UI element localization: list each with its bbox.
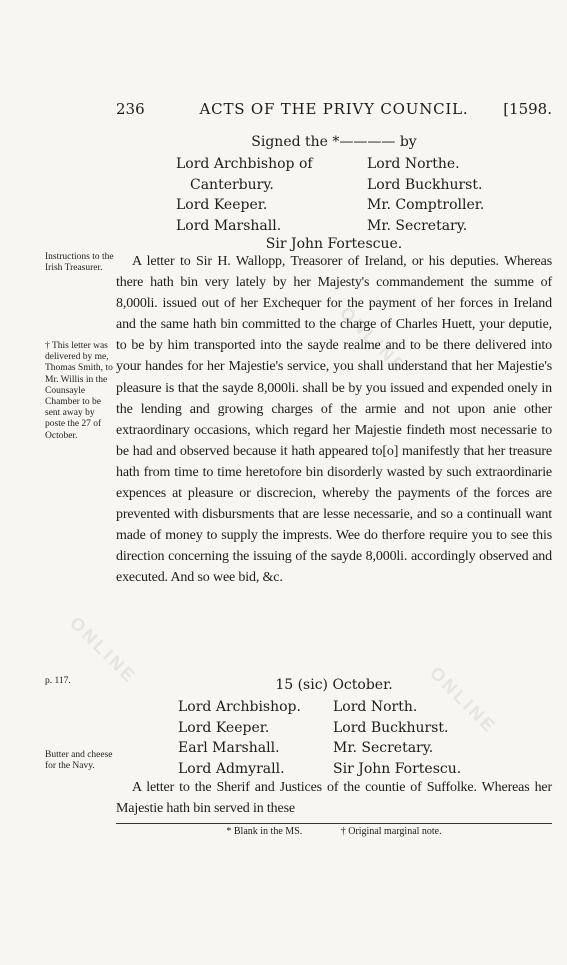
signatories-left-column (176, 154, 313, 236)
signatory: Lord Buckhurst. (367, 176, 483, 193)
signed-line: Signed the *———— by (251, 134, 417, 150)
signatory: Sir John Fortescu. (333, 760, 462, 777)
signatory: Lord Keeper. (176, 197, 268, 213)
signatory: Lord Northe. (367, 156, 460, 172)
signatory: Earl Marshall. (178, 740, 280, 756)
watermark: ONLINE (65, 612, 141, 688)
running-title: ACTS OF THE PRIVY COUNCIL. (199, 100, 469, 118)
signatories-right-column (333, 697, 461, 779)
signatory: Canterbury. (190, 176, 274, 193)
signatory: Lord Buckhurst. (333, 719, 449, 736)
signatories-left-column (178, 697, 301, 779)
signatories-right-column (367, 154, 484, 236)
signatory: Mr. Secretary. (333, 740, 434, 756)
footnotes (116, 826, 552, 837)
year-marker: [1598. (503, 100, 552, 118)
signatory: Mr. Secretary. (367, 217, 468, 234)
date-heading: 15 (sic) October. (275, 677, 393, 693)
footnote-blank: * Blank in the MS. (226, 826, 303, 837)
marginal-page-reference: p. 117. (45, 676, 71, 686)
signatory-final: Sir John Fortescue. (265, 236, 403, 252)
page-number: 236 (116, 100, 145, 118)
signatory: Lord Archbishop of (176, 156, 313, 172)
running-header (116, 100, 552, 124)
marginal-note-delivery: † This letter was delivered by me, Thomas Smith, to Mr. Willis in the Counsayle Chamber to be sent away by poste the 27 of October. (45, 341, 113, 441)
footnote-original: † Original marginal note. (340, 826, 442, 837)
signatory: Lord Admyrall. (178, 760, 285, 777)
signatory: Lord Archbishop. (178, 699, 301, 715)
signatory: Lord Keeper. (178, 719, 270, 736)
marginal-note-instructions: Instructions to the Irish Treasurer. (45, 252, 114, 274)
signatory: Lord Marshall. (176, 217, 282, 234)
watermark: ONLINE (335, 302, 411, 378)
footnote-rule (116, 823, 552, 824)
marginal-note-butter-cheese: Butter and cheese for the Navy. (45, 750, 113, 772)
letter-body-suffolke: A letter to the Sherif and Justices of the countie of Suffolke. Whereas her Majestie hath bin served in these (116, 780, 552, 816)
letter-body-wallopp: A letter to Sir H. Wallopp, Treasorer of Ireland, or his deputies. Whereas there hath bin very lately by her Majesty's commandement the summe of 8,000li. issued out of her Exchequer for the payment of her forces in Ireland and the same hath bin committed to the charge of Charles Huett, your deputie, to be by him transported into the sayde realme and to be there delivered into your handes for her Majestie's service, you shall understand that her Majestie's pleasure is that the sayde 8,000li. shall be by you issued and expended onely in the lending and growing charges of the armie and not upon anie other extraordinary occasions, which regard her Majestie findeth most necessarie to be had and observed because it hath appeared to[o] manifestly that her treasure hath from time to time heretofore bin disorderly wasted by such extraordinarie expences at pleasure or discrecion, whereby the payments of the forces are prevented with disbursments that are lesse necessarie, and so a continuall want made of money to supply the imprests. Wee do therfore require you to see this direction concerning the issuing of the sayde 8,000li. accordingly observed and executed. And so wee bid, &c. (116, 254, 552, 586)
signatory: Lord North. (333, 699, 418, 715)
signatory: Mr. Comptroller. (367, 197, 485, 213)
watermark: ONLINE (425, 662, 501, 738)
